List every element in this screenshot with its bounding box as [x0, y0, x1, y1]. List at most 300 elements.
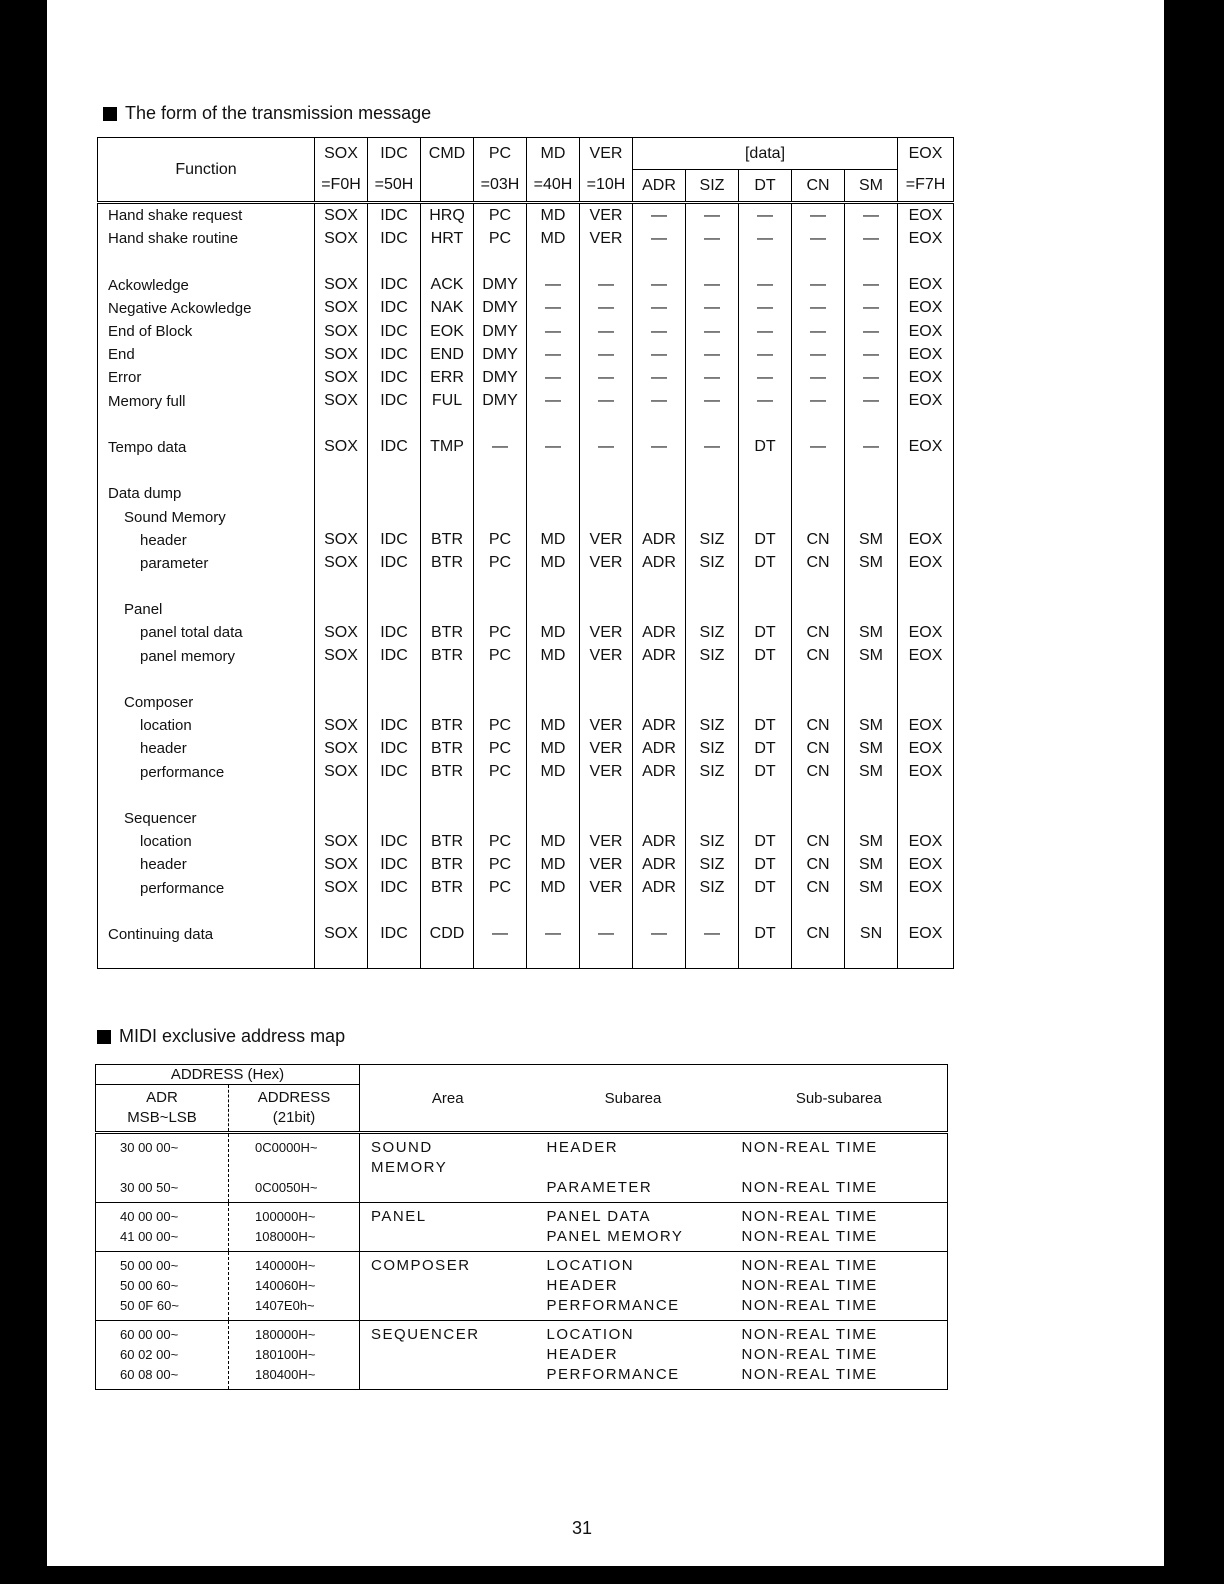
function-cell: End: [98, 343, 315, 366]
field-cell: VER: [580, 227, 633, 250]
field-cell: —: [686, 227, 739, 250]
field-cell: —: [527, 366, 580, 389]
field-cell: ADR: [633, 621, 686, 644]
spacer-row: [98, 946, 954, 969]
field-cell: EOX: [898, 552, 954, 575]
field-cell: SOX: [315, 274, 368, 297]
spacer-cell: [421, 575, 474, 598]
field-cell: DMY: [474, 343, 527, 366]
field-cell: EOX: [898, 343, 954, 366]
spacer-cell: [421, 459, 474, 482]
field-cell: [421, 691, 474, 714]
function-cell: Hand shake routine: [98, 227, 315, 250]
field-cell: SIZ: [686, 621, 739, 644]
address-cell: [229, 1252, 360, 1321]
cell-line: NON-REAL TIME: [741, 1257, 878, 1274]
field-cell: BTR: [421, 529, 474, 552]
field-cell: [898, 598, 954, 621]
field-cell: IDC: [368, 297, 421, 320]
function-cell: Data dump: [98, 482, 315, 505]
spacer-cell: [792, 900, 845, 923]
cell-line: PERFORMANCE: [546, 1297, 680, 1314]
field-cell: —: [633, 297, 686, 320]
field-cell: [315, 482, 368, 505]
spacer-cell: [580, 946, 633, 969]
field-cell: MD: [527, 737, 580, 760]
field-cell: HRT: [421, 227, 474, 250]
col-cn: CN: [792, 170, 845, 203]
field-cell: EOX: [898, 320, 954, 343]
function-cell: panel total data: [98, 621, 315, 644]
spacer-cell: [845, 946, 898, 969]
msb-lsb-label: MSB~LSB: [127, 1109, 197, 1126]
field-cell: SOX: [315, 320, 368, 343]
field-cell: MD: [527, 203, 580, 228]
adr-cell: [96, 1133, 229, 1203]
field-cell: [315, 598, 368, 621]
spacer-cell: [898, 413, 954, 436]
cell-line: NON-REAL TIME: [741, 1277, 878, 1294]
field-cell: EOX: [898, 366, 954, 389]
field-cell: SIZ: [686, 529, 739, 552]
table-row: [96, 1203, 948, 1252]
field-cell: —: [792, 203, 845, 228]
field-cell: [527, 505, 580, 528]
cmd-value: [421, 170, 474, 203]
field-cell: —: [686, 390, 739, 413]
bullet-square-icon: [103, 107, 117, 121]
function-cell: Panel: [98, 598, 315, 621]
transmission-table-body: [98, 203, 954, 969]
spacer-cell: [898, 900, 954, 923]
field-cell: NAK: [421, 297, 474, 320]
field-cell: CN: [792, 923, 845, 946]
field-cell: ADR: [633, 529, 686, 552]
cell-line: MEMORY: [371, 1159, 448, 1176]
spacer-cell: [898, 575, 954, 598]
spacer-cell: [315, 250, 368, 273]
field-cell: VER: [580, 830, 633, 853]
address-group: [96, 1203, 948, 1252]
field-cell: —: [739, 366, 792, 389]
function-cell: Negative Ackowledge: [98, 297, 315, 320]
spacer-cell: [739, 946, 792, 969]
function-cell: header: [98, 529, 315, 552]
subsubarea-cell: [731, 1133, 948, 1203]
field-cell: —: [633, 923, 686, 946]
section-title: The form of the transmission message: [125, 103, 432, 123]
field-cell: SOX: [315, 529, 368, 552]
spacer-cell: [368, 575, 421, 598]
field-cell: [527, 482, 580, 505]
field-cell: —: [845, 227, 898, 250]
field-cell: EOX: [898, 645, 954, 668]
field-cell: [845, 505, 898, 528]
spacer-cell: [98, 250, 315, 273]
spacer-cell: [898, 250, 954, 273]
field-cell: [368, 482, 421, 505]
cell-line: LOCATION: [546, 1257, 635, 1274]
spacer-cell: [633, 900, 686, 923]
spacer-cell: [474, 575, 527, 598]
field-cell: [315, 807, 368, 830]
field-cell: —: [792, 436, 845, 459]
field-cell: —: [686, 366, 739, 389]
spacer-cell: [315, 413, 368, 436]
field-cell: [527, 691, 580, 714]
field-cell: [421, 505, 474, 528]
table-row: [96, 1321, 948, 1390]
table-row: [98, 691, 954, 714]
field-cell: SOX: [315, 853, 368, 876]
field-cell: [368, 807, 421, 830]
field-cell: [845, 691, 898, 714]
field-cell: MD: [527, 853, 580, 876]
field-cell: —: [580, 923, 633, 946]
cell-line: 140000H~: [255, 1258, 316, 1273]
subsubarea-cell: [731, 1252, 948, 1321]
field-cell: DMY: [474, 390, 527, 413]
field-cell: [739, 807, 792, 830]
spacer-cell: [633, 459, 686, 482]
field-cell: IDC: [368, 529, 421, 552]
col-data: [data]: [633, 138, 898, 170]
field-cell: PC: [474, 203, 527, 228]
field-cell: MD: [527, 552, 580, 575]
field-cell: —: [527, 297, 580, 320]
field-cell: —: [580, 320, 633, 343]
cell-line: 41 00 00~: [120, 1229, 179, 1244]
field-cell: [739, 598, 792, 621]
field-cell: IDC: [368, 923, 421, 946]
spacer-cell: [739, 413, 792, 436]
field-cell: IDC: [368, 227, 421, 250]
field-cell: ADR: [633, 830, 686, 853]
spacer-cell: [527, 668, 580, 691]
bits-label: (21bit): [272, 1109, 316, 1126]
cell-line: NON-REAL TIME: [741, 1366, 878, 1383]
field-cell: —: [633, 390, 686, 413]
spacer-cell: [845, 459, 898, 482]
field-cell: —: [527, 343, 580, 366]
field-cell: DT: [739, 923, 792, 946]
cell-line: NON-REAL TIME: [741, 1179, 878, 1196]
cell-line: PERFORMANCE: [546, 1366, 680, 1383]
transmission-table-header: [98, 138, 954, 203]
field-cell: SIZ: [686, 830, 739, 853]
field-cell: SIZ: [686, 552, 739, 575]
spacer-cell: [898, 946, 954, 969]
cell-line: 180000H~: [255, 1327, 316, 1342]
cell-line: 180100H~: [255, 1347, 316, 1362]
spacer-cell: [315, 459, 368, 482]
field-cell: [368, 505, 421, 528]
spacer-cell: [686, 900, 739, 923]
field-cell: —: [792, 343, 845, 366]
spacer-cell: [633, 413, 686, 436]
spacer-cell: [421, 900, 474, 923]
col-sox: SOX: [315, 138, 368, 170]
field-cell: SIZ: [686, 714, 739, 737]
cell-line: PANEL MEMORY: [546, 1228, 684, 1245]
field-cell: BTR: [421, 853, 474, 876]
field-cell: PC: [474, 714, 527, 737]
cell-line: [120, 1158, 228, 1178]
field-cell: CDD: [421, 923, 474, 946]
table-row: [98, 274, 954, 297]
field-cell: IDC: [368, 761, 421, 784]
spacer-cell: [421, 668, 474, 691]
field-cell: —: [633, 203, 686, 228]
field-cell: CN: [792, 737, 845, 760]
spacer-cell: [474, 250, 527, 273]
field-cell: [474, 482, 527, 505]
spacer-cell: [792, 575, 845, 598]
cell-line: 100000H~: [255, 1209, 316, 1224]
table-row: [98, 923, 954, 946]
table-row: [98, 203, 954, 228]
area-cell: [360, 1203, 536, 1252]
field-cell: [792, 505, 845, 528]
sox-value: =F0H: [315, 170, 368, 203]
spacer-cell: [368, 413, 421, 436]
field-cell: DT: [739, 621, 792, 644]
field-cell: —: [686, 274, 739, 297]
field-cell: IDC: [368, 645, 421, 668]
field-cell: —: [686, 203, 739, 228]
function-cell: location: [98, 830, 315, 853]
field-cell: VER: [580, 645, 633, 668]
field-cell: [845, 482, 898, 505]
field-cell: [633, 807, 686, 830]
cell-line: NON-REAL TIME: [741, 1208, 878, 1225]
field-cell: [474, 505, 527, 528]
field-cell: PC: [474, 876, 527, 899]
adr-cell: [96, 1252, 229, 1321]
field-cell: VER: [580, 203, 633, 228]
col-siz: SIZ: [686, 170, 739, 203]
area-header: Area: [360, 1065, 536, 1133]
field-cell: IDC: [368, 552, 421, 575]
address-cell: [229, 1321, 360, 1390]
spacer-cell: [845, 250, 898, 273]
field-cell: —: [845, 343, 898, 366]
spacer-cell: [368, 946, 421, 969]
field-cell: [474, 807, 527, 830]
function-cell: Error: [98, 366, 315, 389]
field-cell: IDC: [368, 621, 421, 644]
spacer-cell: [845, 900, 898, 923]
cell-line: NON-REAL TIME: [741, 1297, 878, 1314]
function-cell: Sequencer: [98, 807, 315, 830]
field-cell: CN: [792, 621, 845, 644]
cell-line: 180400H~: [255, 1367, 316, 1382]
spacer-cell: [527, 575, 580, 598]
field-cell: —: [739, 297, 792, 320]
spacer-cell: [633, 784, 686, 807]
field-cell: SM: [845, 737, 898, 760]
spacer-cell: [421, 946, 474, 969]
spacer-cell: [98, 900, 315, 923]
field-cell: EOX: [898, 761, 954, 784]
field-cell: SM: [845, 552, 898, 575]
cell-line: NON-REAL TIME: [741, 1228, 878, 1245]
field-cell: [580, 505, 633, 528]
spacer-cell: [633, 946, 686, 969]
field-cell: [686, 598, 739, 621]
field-cell: PC: [474, 737, 527, 760]
field-cell: [474, 691, 527, 714]
field-cell: —: [792, 390, 845, 413]
field-cell: PC: [474, 621, 527, 644]
address-group: [96, 1321, 948, 1390]
field-cell: VER: [580, 853, 633, 876]
spacer-row: [98, 668, 954, 691]
field-cell: VER: [580, 737, 633, 760]
field-cell: —: [845, 366, 898, 389]
field-cell: —: [845, 297, 898, 320]
spacer-row: [98, 413, 954, 436]
field-cell: CN: [792, 552, 845, 575]
table-row: [98, 876, 954, 899]
cell-line: [547, 1158, 731, 1178]
field-cell: IDC: [368, 714, 421, 737]
col-pc: PC: [474, 138, 527, 170]
field-cell: SIZ: [686, 737, 739, 760]
section-heading-transmission: [103, 103, 431, 124]
area-cell: [360, 1133, 536, 1203]
field-cell: —: [739, 203, 792, 228]
spacer-cell: [98, 575, 315, 598]
spacer-cell: [315, 575, 368, 598]
spacer-cell: [686, 946, 739, 969]
table-row: [98, 621, 954, 644]
spacer-cell: [474, 413, 527, 436]
spacer-cell: [686, 413, 739, 436]
cell-line: HEADER: [546, 1277, 619, 1294]
field-cell: [633, 482, 686, 505]
field-cell: —: [633, 343, 686, 366]
spacer-cell: [686, 250, 739, 273]
spacer-row: [98, 575, 954, 598]
spacer-cell: [368, 784, 421, 807]
spacer-cell: [527, 946, 580, 969]
spacer-cell: [474, 459, 527, 482]
field-cell: [315, 691, 368, 714]
cell-line: SOUND: [371, 1139, 433, 1156]
field-cell: [845, 598, 898, 621]
field-cell: —: [739, 227, 792, 250]
function-cell: End of Block: [98, 320, 315, 343]
spacer-cell: [739, 900, 792, 923]
field-cell: SOX: [315, 645, 368, 668]
field-cell: —: [580, 297, 633, 320]
cell-line: NON-REAL TIME: [741, 1139, 878, 1156]
field-cell: SOX: [315, 830, 368, 853]
field-cell: DMY: [474, 274, 527, 297]
field-cell: [739, 505, 792, 528]
spacer-cell: [633, 575, 686, 598]
spacer-cell: [527, 900, 580, 923]
spacer-cell: [633, 668, 686, 691]
field-cell: [368, 691, 421, 714]
spacer-cell: [686, 459, 739, 482]
spacer-cell: [686, 668, 739, 691]
spacer-cell: [739, 668, 792, 691]
field-cell: SM: [845, 714, 898, 737]
field-cell: [686, 505, 739, 528]
table-row: [98, 529, 954, 552]
field-cell: SOX: [315, 737, 368, 760]
field-cell: BTR: [421, 830, 474, 853]
field-cell: SM: [845, 830, 898, 853]
field-cell: SOX: [315, 552, 368, 575]
field-cell: EOX: [898, 853, 954, 876]
field-cell: —: [580, 343, 633, 366]
field-cell: SIZ: [686, 853, 739, 876]
field-cell: SM: [845, 761, 898, 784]
subsubarea-header: Sub-subarea: [795, 1089, 882, 1107]
table-row: [98, 598, 954, 621]
field-cell: PC: [474, 529, 527, 552]
field-cell: [527, 598, 580, 621]
address-hex-header: ADDRESS (Hex): [96, 1065, 360, 1085]
spacer-cell: [474, 784, 527, 807]
field-cell: CN: [792, 853, 845, 876]
cell-line: COMPOSER: [371, 1257, 471, 1274]
subsubarea-cell: [731, 1321, 948, 1390]
field-cell: IDC: [368, 853, 421, 876]
field-cell: —: [580, 274, 633, 297]
field-cell: DT: [739, 529, 792, 552]
spacer-cell: [792, 668, 845, 691]
function-cell: Hand shake request: [98, 203, 315, 228]
field-cell: SOX: [315, 761, 368, 784]
field-cell: MD: [527, 761, 580, 784]
field-cell: [580, 482, 633, 505]
field-cell: PC: [474, 761, 527, 784]
field-cell: MD: [527, 876, 580, 899]
field-cell: DT: [739, 436, 792, 459]
field-cell: [421, 807, 474, 830]
field-cell: —: [845, 320, 898, 343]
field-cell: VER: [580, 714, 633, 737]
field-cell: [739, 691, 792, 714]
scan-border-right: [1164, 0, 1224, 1584]
field-cell: —: [527, 274, 580, 297]
col-ver: VER: [580, 138, 633, 170]
field-cell: CN: [792, 645, 845, 668]
function-cell: performance: [98, 761, 315, 784]
field-cell: [633, 505, 686, 528]
field-cell: —: [527, 923, 580, 946]
adr-cell: [96, 1203, 229, 1252]
field-cell: [898, 505, 954, 528]
spacer-cell: [686, 784, 739, 807]
cell-line: 60 02 00~: [120, 1347, 179, 1362]
table-row: [98, 390, 954, 413]
field-cell: ACK: [421, 274, 474, 297]
field-cell: SIZ: [686, 645, 739, 668]
field-cell: [368, 598, 421, 621]
col-eox: EOX: [898, 138, 954, 170]
table-row: [98, 505, 954, 528]
adr-label: ADR: [146, 1089, 178, 1106]
field-cell: —: [527, 390, 580, 413]
spacer-cell: [368, 250, 421, 273]
field-cell: SOX: [315, 436, 368, 459]
field-cell: ERR: [421, 366, 474, 389]
